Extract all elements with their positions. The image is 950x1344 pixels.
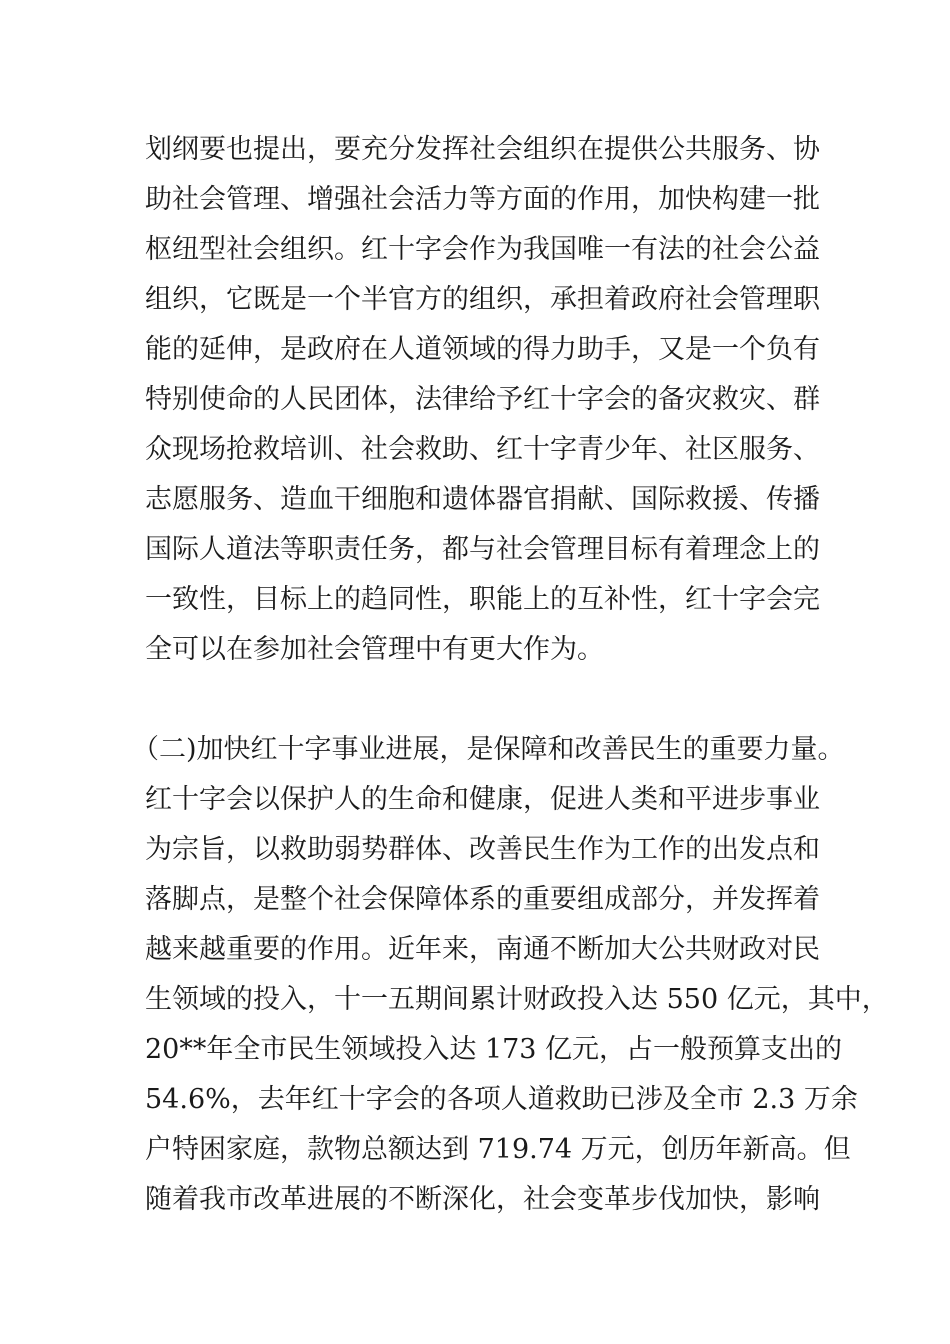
paragraph-1-line: 助社会管理、增强社会活力等方面的作用，加快构建一批 [145,184,820,215]
paragraph-2-line: 生领域的投入，十一五期间累计财政投入达 550 亿元，其中， [145,984,889,1015]
paragraph-2-line: 随着我市改革进展的不断深化，社会变革步伐加快，影响 [145,1184,820,1215]
paragraph-2-line: 落脚点，是整个社会保障体系的重要组成部分，并发挥着 [145,884,820,915]
paragraph-2-line: 越来越重要的作用。近年来，南通不断加大公共财政对民 [145,934,820,965]
paragraph-2-line: 20**年全市民生领域投入达 173 亿元，占一般预算支出的 [145,1034,843,1065]
paragraph-2-line: 户特困家庭，款物总额达到 719.74 万元，创历年新高。但 [145,1134,851,1165]
paragraph-2-line: 为宗旨，以救助弱势群体、改善民生作为工作的出发点和 [145,834,820,865]
paragraph-1-line: 全可以在参加社会管理中有更大作为。 [145,634,604,665]
paragraph-1-line: 众现场抢救培训、社会救助、红十字青少年、社区服务、 [145,434,820,465]
paragraph-1-line: 国际人道法等职责任务，都与社会管理目标有着理念上的 [145,534,820,565]
paragraph-1-line: 特别使命的人民团体，法律给予红十字会的备灾救灾、群 [145,384,820,415]
paragraph-2-line: 红十字会以保护人的生命和健康，促进人类和平进步事业 [145,784,820,815]
section-heading-line: （二)加快红十字事业进展，是保障和改善民生的重要力量。 [132,734,845,765]
paragraph-2-line: 54.6%，去年红十字会的各项人道救助已涉及全市 2.3 万余 [145,1084,858,1115]
paragraph-1-line: 志愿服务、造血干细胞和遗体器官捐献、国际救援、传播 [145,484,820,515]
paragraph-1-line: 一致性，目标上的趋同性，职能上的互补性，红十字会完 [145,584,820,615]
paragraph-1-line: 能的延伸，是政府在人道领域的得力助手，又是一个负有 [145,334,820,365]
paragraph-1-line: 划纲要也提出，要充分发挥社会组织在提供公共服务、协 [145,134,820,165]
paragraph-1-line: 枢纽型社会组织。红十字会作为我国唯一有法的社会公益 [145,234,820,265]
paragraph-1-line: 组织，它既是一个半官方的组织，承担着政府社会管理职 [145,284,820,315]
